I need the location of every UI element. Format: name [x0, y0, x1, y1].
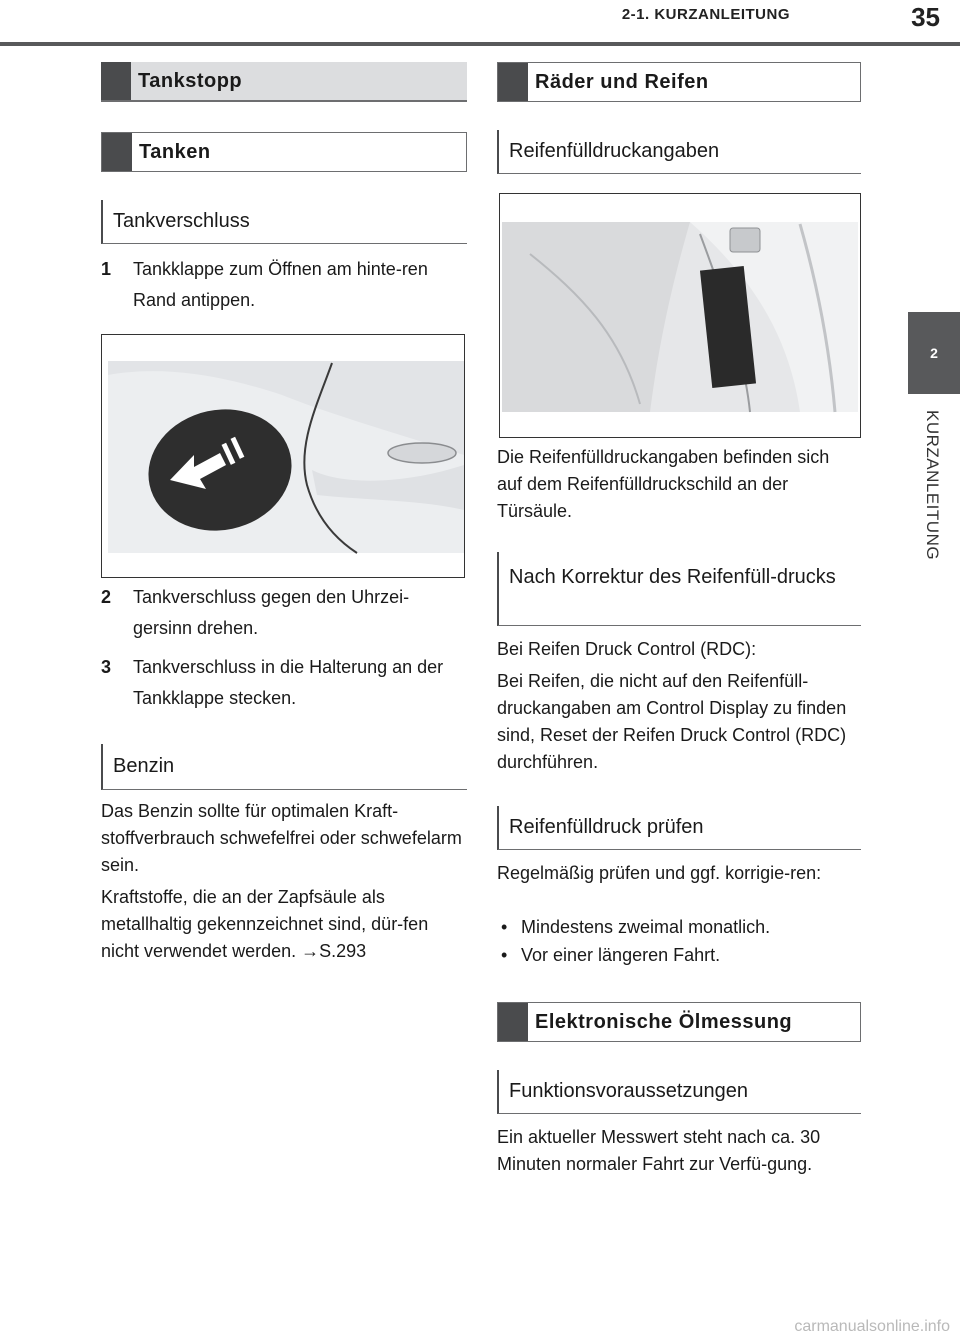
watermark-text: carmanualsonline.info: [794, 1318, 950, 1335]
bullet-text: Mindestens zweimal monatlich.: [521, 917, 771, 937]
topic-heading-pruefen: Reifenfülldruck prüfen: [497, 806, 861, 850]
step-text: Tankverschluss gegen den Uhrzei-gersinn drehen.: [133, 587, 410, 638]
subsection-heading-text: Tanken: [139, 140, 211, 163]
topic-heading-funktionsvoraussetzungen: Funktionsvoraussetzungen: [497, 1070, 861, 1114]
chapter-tab[interactable]: 2: [908, 312, 960, 394]
section-heading-oelmessung: [497, 1002, 861, 1042]
fuel-flap-illustration: [101, 334, 465, 578]
chapter-side-label: KURZANLEITUNG: [923, 410, 942, 561]
topic-heading-benzin: Benzin: [101, 744, 467, 790]
header-rule: [0, 42, 960, 46]
page-number: 35: [911, 2, 940, 32]
section-heading-text: Tankstopp: [138, 69, 243, 92]
benzin-paragraph-2: Kraftstoffe, die an der Zapfsäule als metallhaltig gekennzeichnet sind, dür-fen nicht verwendet werden. →S.293: [101, 887, 429, 961]
step-item: [101, 254, 467, 316]
fuel-flap-drawing: [102, 335, 465, 578]
topic-heading-tankverschluss: Tankverschluss: [101, 200, 467, 244]
step-item: [101, 582, 467, 644]
benzin-paragraph-1: Das Benzin sollte für optimalen Kraft-stoffverbrauch schwefelfrei oder schwefelarm sein.: [101, 801, 462, 875]
section-heading-text: Räder und Reifen: [535, 70, 709, 93]
subsection-heading-tanken: [101, 132, 467, 172]
pruefen-paragraph: Regelmäßig prüfen und ggf. korrigie-ren:: [497, 863, 822, 883]
korrektur-paragraph-2: Bei Reifen, die nicht auf den Reifenfüll-druckangaben am Control Display zu finden sind, Reset der Reifen Druck Control (RDC) durchführen.: [497, 671, 847, 772]
step-text: Tankverschluss in die Halterung an der Tankklappe stecken.: [133, 657, 444, 708]
running-header: 2-1. KURZANLEITUNG: [621, 6, 790, 23]
section-heading-tankstopp: [101, 62, 467, 102]
section-heading-text: Elektronische Ölmessung: [535, 1010, 793, 1033]
reifendruck-paragraph: Die Reifenfülldruckangaben befinden sich auf dem Reifenfülldruckschild an der Türsäule.: [497, 447, 830, 521]
step-number: 3: [101, 657, 112, 677]
bullet-item: • Vor einer längeren Fahrt.: [501, 945, 721, 965]
step-number: 2: [101, 587, 112, 607]
topic-heading-korrektur: Nach Korrektur des Reifenfüll-drucks: [497, 552, 861, 626]
step-number: 1: [101, 259, 112, 279]
door-pillar-illustration: [499, 193, 861, 438]
bullet-text: Vor einer längeren Fahrt.: [521, 945, 721, 965]
topic-heading-reifenfuelldruckangaben: Reifenfülldruckangaben: [497, 130, 861, 174]
step-item: [101, 652, 467, 714]
funktion-paragraph: Ein aktueller Messwert steht nach ca. 30 Minuten normaler Fahrt zur Verfü-gung.: [497, 1127, 821, 1174]
step-text: Tankklappe zum Öffnen am hinte-ren Rand antippen.: [133, 259, 428, 310]
door-pillar-drawing: [500, 194, 861, 438]
section-heading-raeder: [497, 62, 861, 102]
bullet-item: • Mindestens zweimal monatlich.: [501, 917, 771, 937]
korrektur-paragraph-1: Bei Reifen Druck Control (RDC):: [497, 639, 757, 659]
